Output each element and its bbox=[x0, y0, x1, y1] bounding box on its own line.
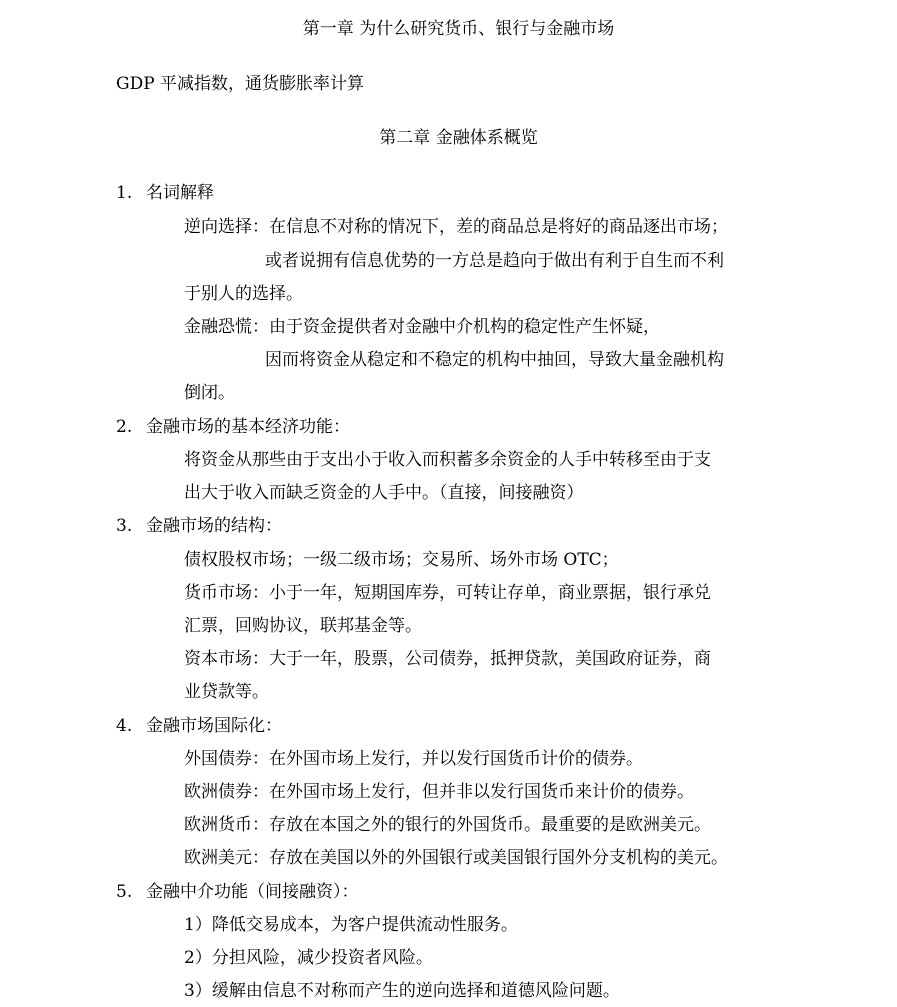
paragraph-line: 资本市场：大于一年，股票，公司债券，抵押贷款，美国政府证券，商 bbox=[184, 649, 711, 669]
paragraph-line: 业贷款等。 bbox=[184, 682, 269, 702]
paragraph-line: 货币市场：小于一年，短期国库券，可转让存单，商业票据，银行承兑 bbox=[184, 583, 711, 603]
definition-line: 因而将资金从稳定和不稳定的机构中抽回，导致大量金融机构 bbox=[265, 350, 724, 370]
definition-line: 于别人的选择。 bbox=[184, 284, 303, 304]
definition-line: 逆向选择：在信息不对称的情况下，差的商品总是将好的商品逐出市场； bbox=[184, 217, 728, 237]
paragraph-line: 汇票，回购协议，联邦基金等。 bbox=[184, 616, 422, 636]
list-item-number: 4. bbox=[116, 716, 133, 736]
function-line: 1）降低交易成本，为客户提供流动性服务。 bbox=[184, 915, 518, 935]
chapter-1-title: 第一章 为什么研究货币、银行与金融市场 bbox=[302, 19, 615, 39]
function-line: 3）缓解由信息不对称而产生的逆向选择和道德风险问题。 bbox=[184, 981, 620, 1001]
list-item-heading bbox=[116, 881, 359, 903]
list-item-heading bbox=[116, 416, 350, 438]
list-item-number: 5. bbox=[116, 882, 133, 902]
list-item-heading-text: 金融市场的结构： bbox=[146, 516, 282, 536]
function-line: 2）分担风险，减少投资者风险。 bbox=[184, 948, 433, 968]
definition-line: 外国债券：在外国市场上发行，并以发行国货币计价的债券。 bbox=[184, 749, 643, 769]
chapter-1-note: GDP 平减指数，通货膨胀率计算 bbox=[116, 74, 365, 94]
list-item-number: 3. bbox=[116, 516, 133, 536]
definition-line: 欧洲债券：在外国市场上发行，但并非以发行国货币来计价的债券。 bbox=[184, 782, 694, 802]
list-item-heading-text: 金融中介功能（间接融资）： bbox=[146, 882, 359, 902]
definition-line: 欧洲货币：存放在本国之外的银行的外国货币。最重要的是欧洲美元。 bbox=[184, 815, 711, 835]
list-item-number: 2. bbox=[116, 417, 133, 437]
definition-line: 或者说拥有信息优势的一方总是趋向于做出有利于自生而不利 bbox=[265, 251, 724, 271]
list-item-number: 1. bbox=[116, 183, 133, 203]
paragraph-line: 出大于收入而缺乏资金的人手中。（直接，间接融资） bbox=[184, 483, 584, 503]
definition-line: 倒闭。 bbox=[184, 383, 235, 403]
list-item-heading bbox=[116, 715, 282, 737]
list-item-heading-text: 金融市场国际化： bbox=[146, 716, 282, 736]
chapter-2-title: 第二章 金融体系概览 bbox=[379, 128, 538, 148]
definition-line: 欧洲美元：存放在美国以外的外国银行或美国银行国外分支机构的美元。 bbox=[184, 848, 728, 868]
list-item-heading bbox=[116, 515, 282, 537]
list-item-heading-text: 名词解释 bbox=[146, 183, 214, 203]
paragraph-line: 将资金从那些由于支出小于收入而积蓄多余资金的人手中转移至由于支 bbox=[184, 450, 711, 470]
list-item-heading bbox=[116, 182, 214, 204]
list-item-heading-text: 金融市场的基本经济功能： bbox=[146, 417, 350, 437]
definition-line: 金融恐慌：由于资金提供者对金融中介机构的稳定性产生怀疑， bbox=[184, 317, 660, 337]
paragraph-line: 债权股权市场；一级二级市场；交易所、场外市场 OTC； bbox=[184, 550, 619, 570]
